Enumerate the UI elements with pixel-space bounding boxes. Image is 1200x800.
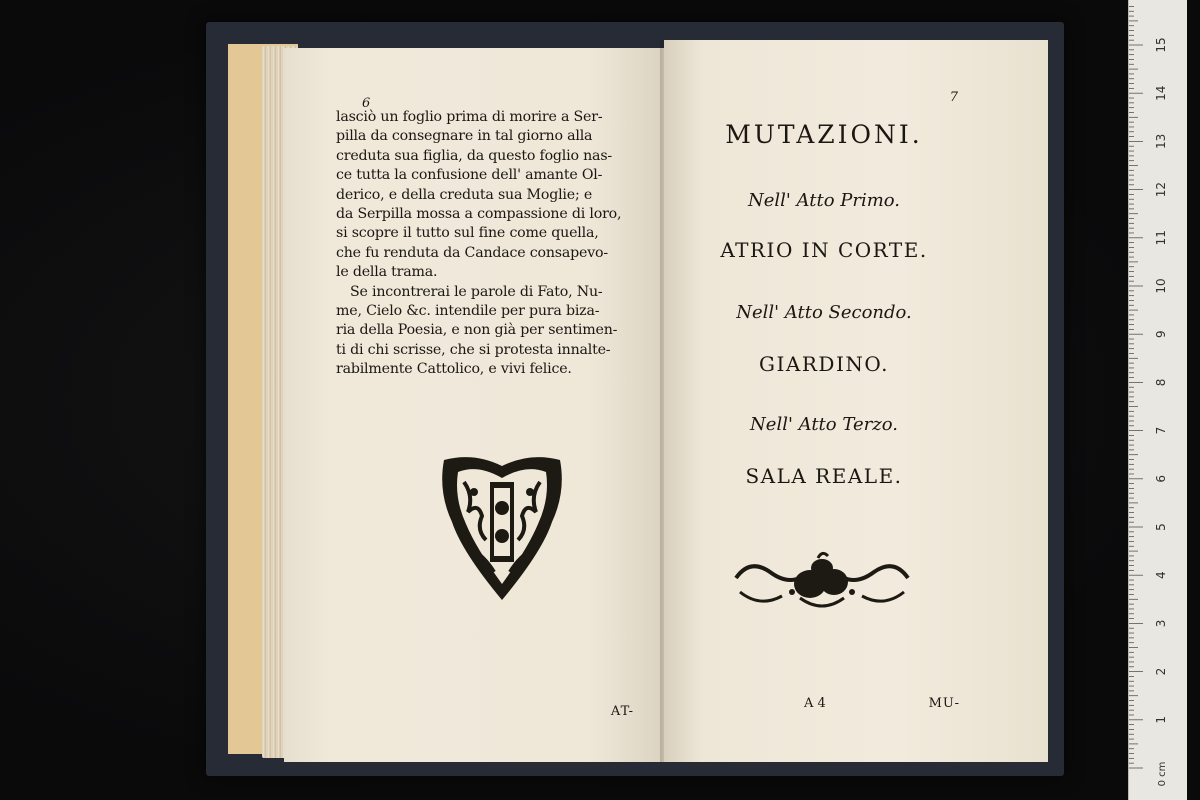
ruler-number: 10	[1154, 278, 1168, 294]
scene-setting: SALA REALE.	[745, 464, 903, 488]
signature-mark: A 4	[804, 696, 826, 711]
left-page-text	[336, 108, 661, 380]
scene-setting: ATRIO IN CORTE.	[720, 238, 928, 262]
left-page-number: 6	[362, 96, 371, 111]
ruler-number: 2	[1154, 667, 1168, 676]
text-line: lasciò un foglio prima di morire a Ser-	[336, 109, 603, 125]
measuring-ruler	[1128, 0, 1187, 800]
text-line: pilla da consegnare in tal giorno alla	[336, 128, 593, 145]
text-line: ria della Poesia, e non già per sentimen-	[336, 322, 618, 339]
ruler-number: 4	[1154, 571, 1168, 580]
text-line: che fu renduta da Candace consapevo-	[336, 244, 608, 261]
ruler-unit-label: 0 cm	[1157, 761, 1168, 787]
right-page	[664, 40, 1048, 762]
ruler-number: 11	[1154, 230, 1168, 246]
page-heading: MUTAZIONI.	[725, 120, 923, 149]
text-line: da Serpilla mossa a compassione di loro,	[336, 206, 622, 223]
ruler-scale	[1129, 0, 1187, 800]
text-line: creduta sua figlia, da questo foglio nas-	[336, 147, 612, 164]
ruler-number: 7	[1154, 426, 1168, 435]
ruler-number: 5	[1154, 523, 1168, 531]
text-line: ti di chi scrisse, che si protesta innalte-	[336, 341, 611, 358]
left-page	[284, 48, 664, 762]
ruler-number: 3	[1154, 619, 1168, 628]
ruler-number: 15	[1154, 37, 1168, 53]
text-line: me, Cielo &c. intendile per pura biza-	[336, 303, 600, 320]
left-catchword: AT-	[610, 704, 634, 719]
ruler-number: 14	[1154, 85, 1168, 101]
scene-setting: GIARDINO.	[759, 352, 889, 376]
text-line: si scopre il tutto sul fine come quella,	[336, 225, 599, 242]
right-catchword: MU-	[928, 696, 960, 711]
text-line: le della trama.	[336, 264, 438, 281]
act-heading: Nell' Atto Secondo.	[736, 302, 912, 323]
shield-ornament	[434, 452, 570, 604]
text-line: ce tutta la confusione dell' amante Ol-	[336, 167, 603, 184]
right-page-number: 7	[949, 90, 958, 105]
ruler-number: 13	[1154, 133, 1168, 150]
act-heading: Nell' Atto Terzo.	[750, 414, 898, 435]
ruler-number: 6	[1154, 474, 1168, 483]
act-heading: Nell' Atto Primo.	[747, 190, 901, 211]
text-line: rabilmente Cattolico, e vivi felice.	[336, 361, 572, 378]
text-line: Se incontrerai le parole di Fato, Nu-	[350, 283, 603, 300]
ruler-number: 8	[1154, 378, 1168, 387]
ruler-number: 1	[1154, 715, 1168, 724]
ruler-number: 12	[1154, 181, 1168, 198]
ruler-number: 9	[1154, 330, 1168, 339]
fruit-garland-ornament	[730, 548, 914, 618]
text-line: derico, e della creduta sua Moglie; e	[336, 186, 593, 203]
